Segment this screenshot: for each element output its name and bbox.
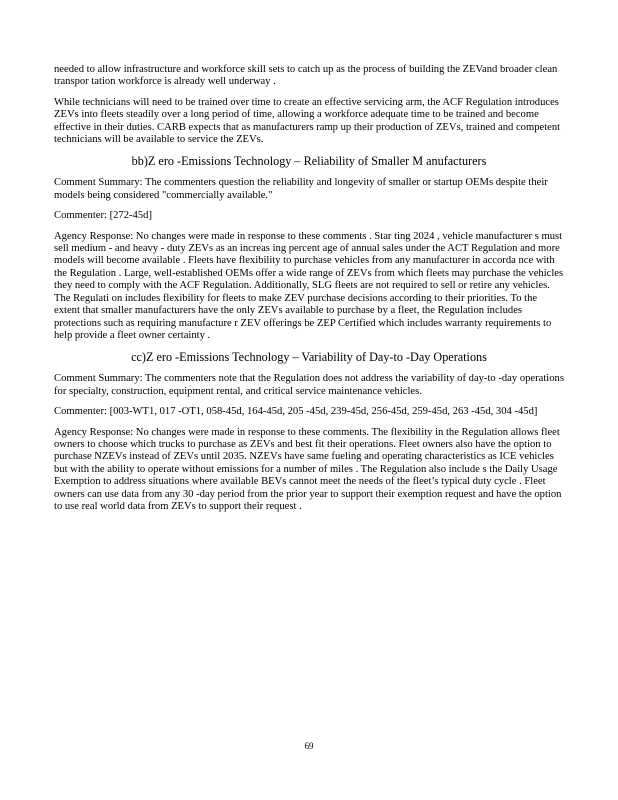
document-page — [54, 64, 564, 513]
section-heading: bb)Z ero -Emissions Technology – Reliability of Smaller M anufacturers — [131, 154, 487, 169]
commenter-line: Commenter: [272-45d] — [54, 210, 152, 222]
comment-summary: Comment Summary: The commenters question the reliability and longevity of smaller or startup OEMs despite their models being considered "commercially available." — [54, 177, 548, 201]
agency-response: Agency Response: No changes were made in response to these comments . Star ting 2024 , vehicle manufacturer s must sell medium - and heavy - duty ZEVs as an increas ing percent age of annual sales under the ACT Regulation and more models will become available . Fleets have flexibility to purchase vehicles from any manufacturer in accorda nce with the Regulation . Large, well-established OEMs offer a wide range of ZEVs from which fleets may purchase the vehicles they need to comply with the ACF Regulation. Additionally, SLG fleets are not required to sell or retire any vehicles. The Regulati on includes flexibility for fleets to make ZEV purchase decisions according to their priorities. To the extent that smaller manufacturers have the only ZEVs available to purchase by a fleet, the Regulation includes protections such as requiring manufacture r ZEV offerings be ZEP Certified which includes warranty requirements to help provide a fleet owner certainty . — [54, 230, 564, 341]
body-paragraph: needed to allow infrastructure and workforce skill sets to catch up as the process of building the ZEVand broader clean transpor tation workforce is already well underway . — [54, 64, 558, 88]
page-number: 69 — [304, 741, 314, 751]
commenter-line: Commenter: [003-WT1, 017 -OT1, 058-45d, 164-45d, 205 -45d, 239-45d, 256-45d, 259-45d, 263 -45d, 304 -45d] — [54, 406, 538, 418]
body-paragraph: While technicians will need to be trained over time to create an effective servicing arm, the ACF Regulation introduces ZEVs into fleets steadily over a long period of time, allowing a workforce adequate time to be trained and become effective in their duties. CARB expects that as manufacturers ramp up their production of ZEVs, trained and competent technicians will be available to service the ZEVs. — [54, 96, 561, 146]
agency-response: Agency Response: No changes were made in response to these comments. The flexibility in the Regulation allows fleet owners to choose which trucks to purchase as ZEVs and best fit their operations. Fleet owners also have the option to purchase NZEVs instead of ZEVs until 2035. NZEVs have same fueling and operating characteristics as ICE vehicles but with the ability to operate without emissions for a number of miles . The Regulation also include s the Daily Usage Exemption to address situations where available BEVs cannot meet the needs of the fleet’s typical duty cycle . Fleet owners can use data from any 30 -day period from the prior year to support their exemption request and have the option to use real world data from ZEVs to support their request . — [54, 426, 562, 512]
comment-summary: Comment Summary: The commenters note that the Regulation does not address the variability of day-to -day operations for specialty, construction, equipment rental, and critical service maintenance vehicles. — [54, 373, 564, 397]
section-heading: cc)Z ero -Emissions Technology – Variability of Day-to -Day Operations — [131, 350, 487, 365]
